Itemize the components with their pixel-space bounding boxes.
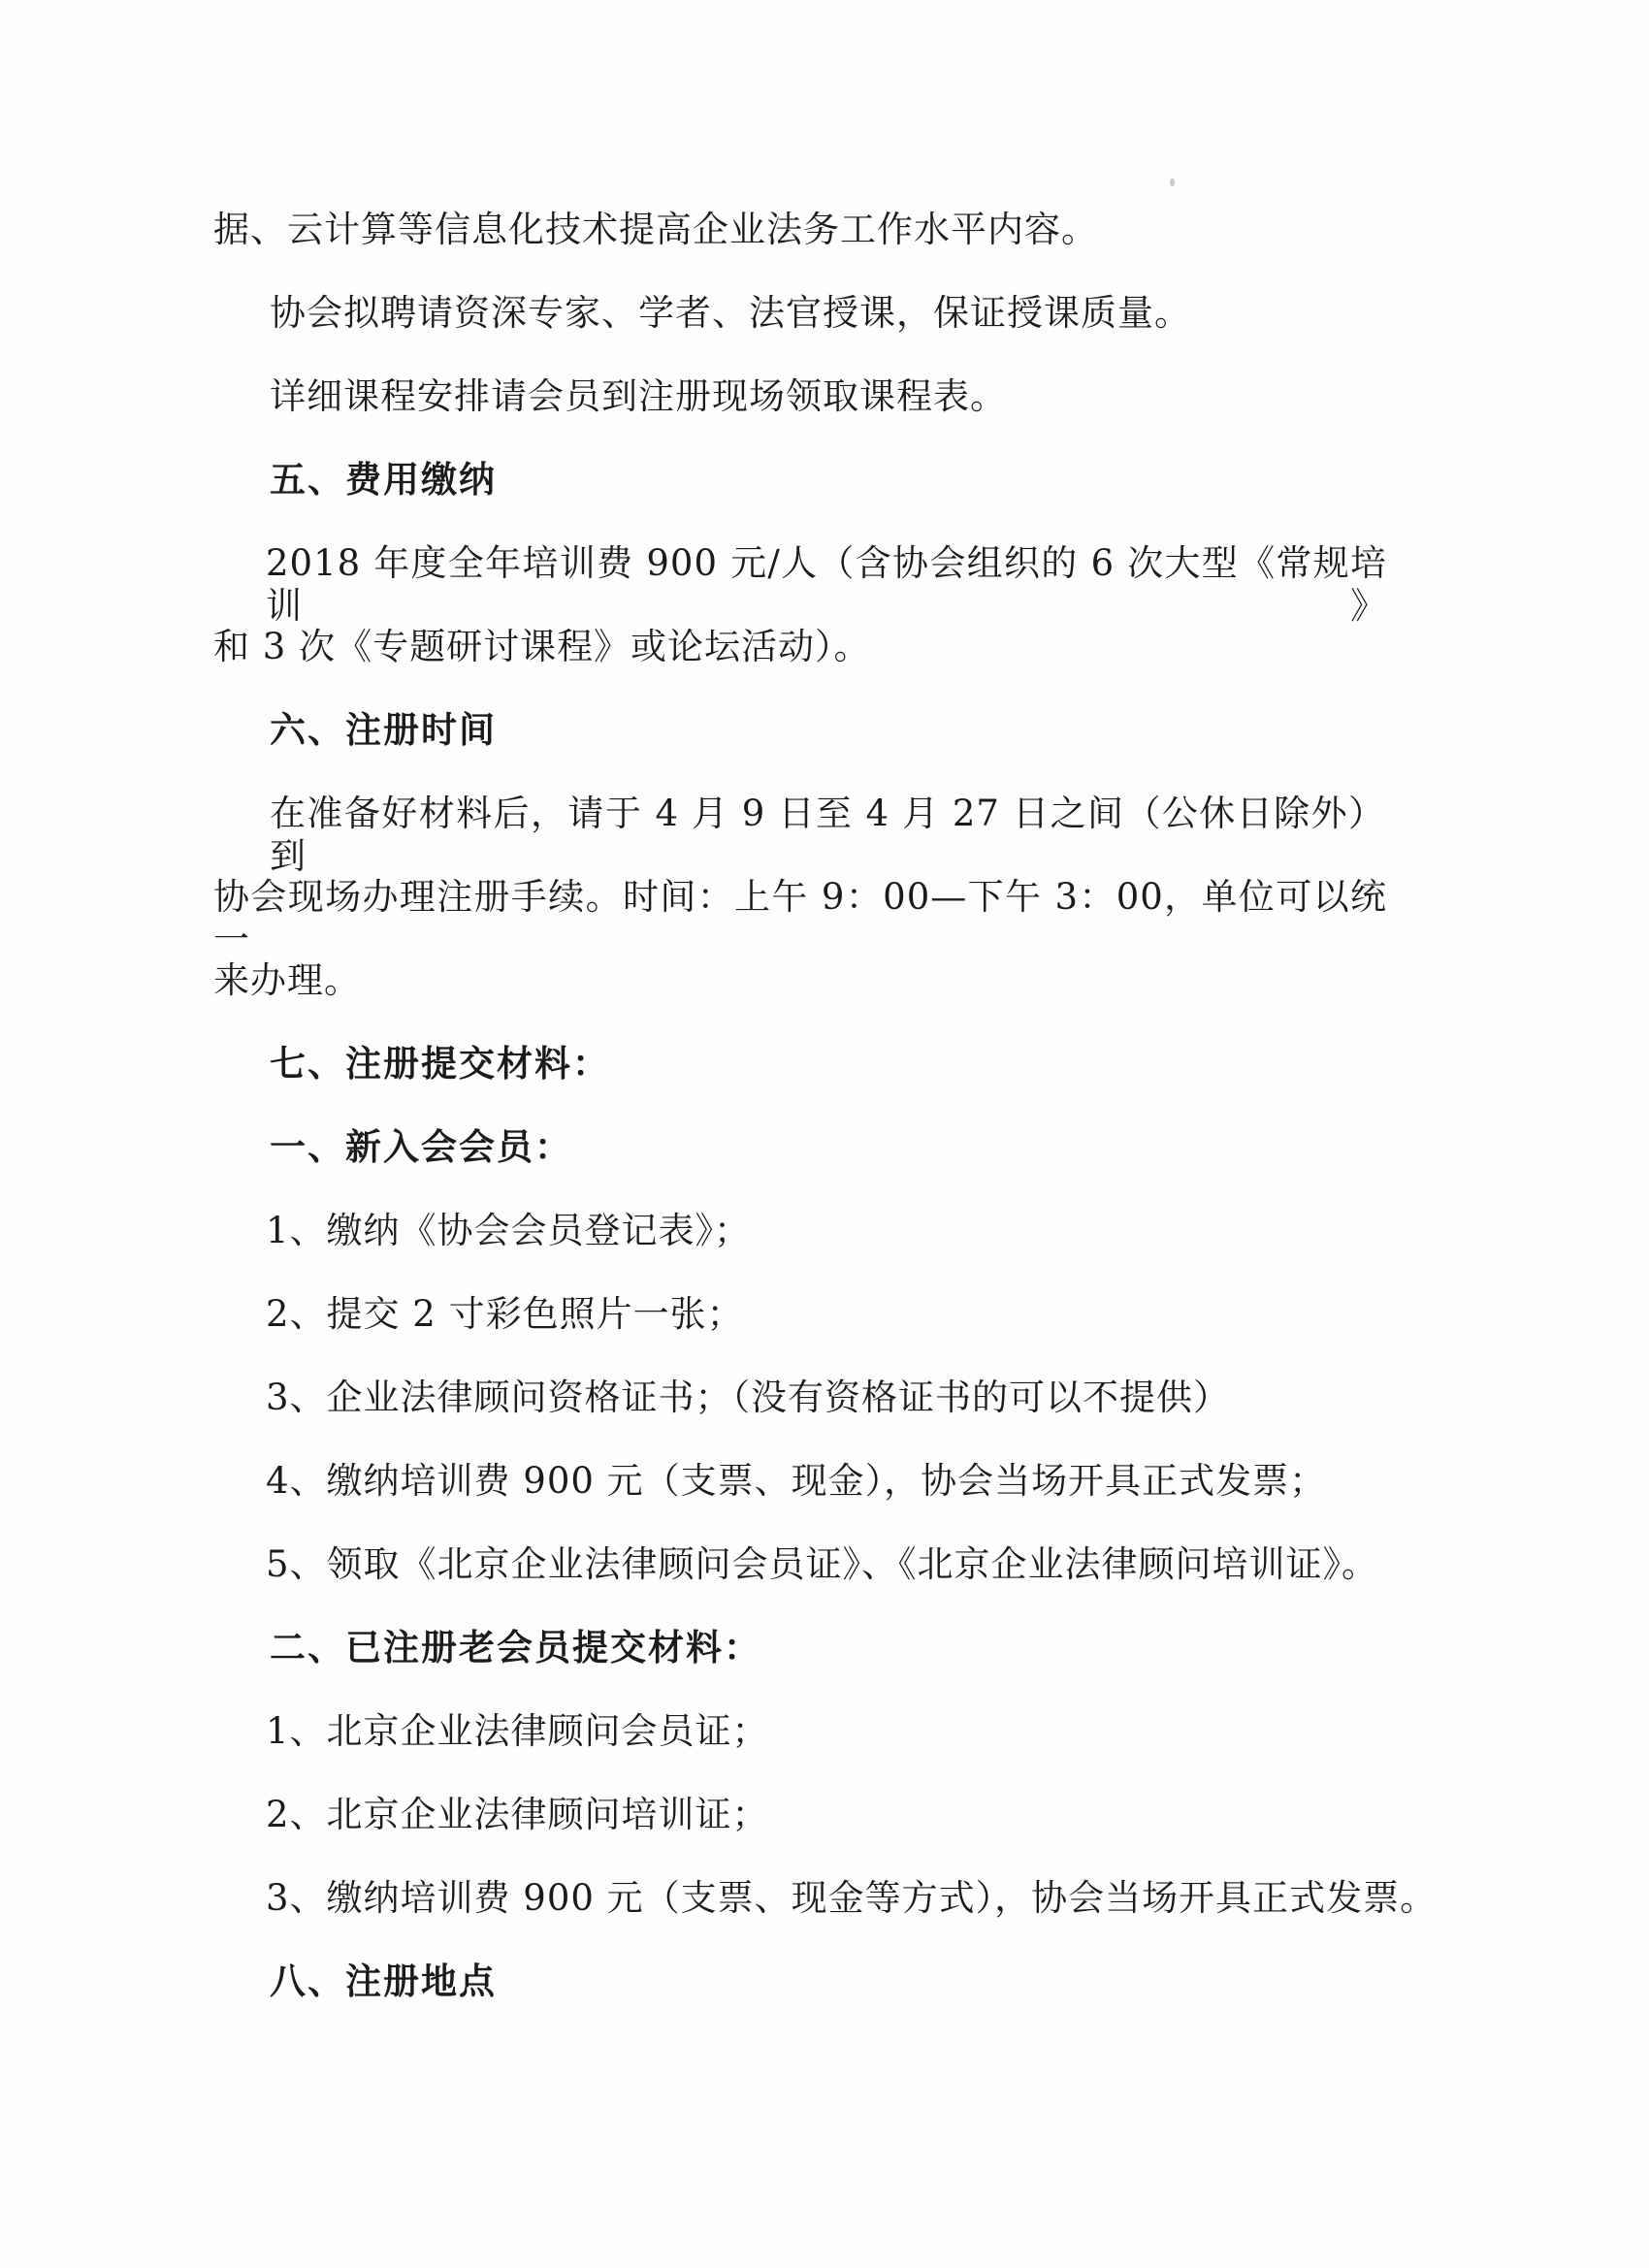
body-text-line: 和 3 次《专题研讨课程》或论坛活动）。 [213, 626, 871, 667]
body-text-line: 协会现场办理注册手续。时间：上午 9：00—下午 3：00，单位可以统一 [213, 876, 1387, 960]
subsection-heading: 一、新入会会员： [270, 1126, 572, 1168]
body-text-line: 2018 年度全年培训费 900 元/人（含协会组织的 6 次大型《常规培训》 [266, 542, 1387, 627]
list-item: 4、缴纳培训费 900 元（支票、现金），协会当场开具正式发票； [266, 1460, 1327, 1502]
body-text-line: 在准备好材料后，请于 4 月 9 日至 4 月 27 日之间（公休日除外）到 [270, 793, 1385, 877]
list-item: 2、提交 2 寸彩色照片一张； [266, 1293, 744, 1335]
list-item: 5、领取《北京企业法律顾问会员证》、《北京企业法律顾问培训证》。 [266, 1543, 1379, 1585]
section-heading: 八、注册地点 [270, 1960, 497, 2002]
list-item: 2、北京企业法律顾问培训证； [266, 1794, 769, 1835]
list-item: 1、缴纳《协会会员登记表》； [266, 1210, 752, 1251]
section-heading: 五、费用缴纳 [270, 459, 497, 501]
section-heading: 六、注册时间 [270, 709, 497, 751]
subsection-heading: 二、已注册老会员提交材料： [270, 1627, 761, 1669]
body-text-line: 据、云计算等信息化技术提高企业法务工作水平内容。 [213, 209, 1098, 250]
list-item: 3、企业法律顾问资格证书；（没有资格证书的可以不提供） [266, 1377, 1231, 1418]
scan-speck [1170, 178, 1175, 186]
list-item: 3、缴纳培训费 900 元（支票、现金等方式），协会当场开具正式发票。 [266, 1877, 1438, 1919]
body-text-line: 来办理。 [213, 959, 361, 1001]
list-item: 1、北京企业法律顾问会员证； [266, 1710, 769, 1752]
body-text-line: 详细课程安排请会员到注册现场领取课程表。 [270, 375, 1007, 417]
body-text-line: 协会拟聘请资深专家、学者、法官授课，保证授课质量。 [270, 292, 1191, 334]
section-heading: 七、注册提交材料： [270, 1043, 610, 1085]
